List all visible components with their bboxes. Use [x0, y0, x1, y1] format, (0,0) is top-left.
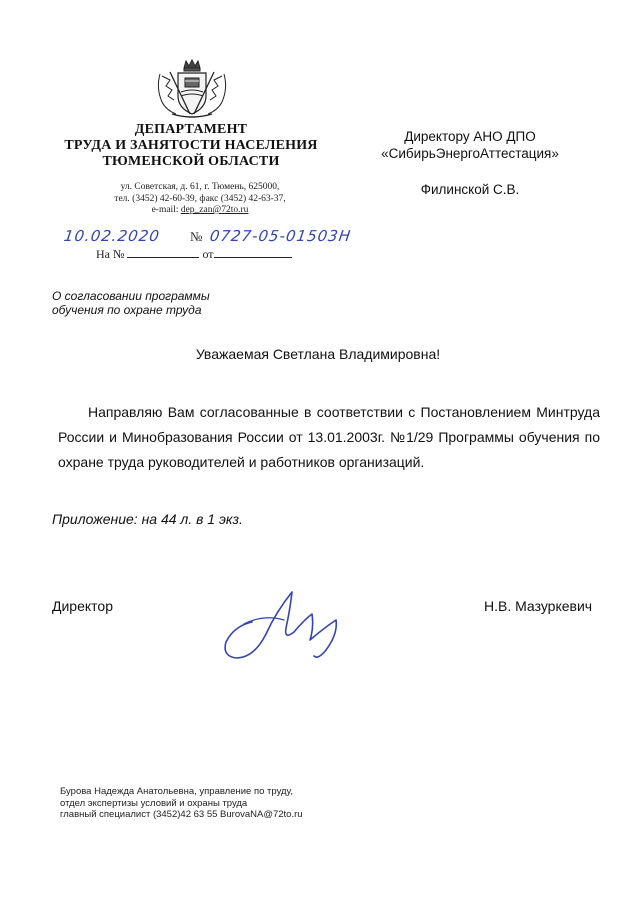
phone-line: тел. (3452) 42-60-39, факс (3452) 42-63-37,	[114, 193, 286, 204]
attachment-note: Приложение: на 44 л. в 1 экз.	[52, 511, 243, 527]
letter-body	[58, 400, 600, 475]
na-label: На №	[96, 247, 125, 261]
executor-line2: отдел экспертизы условий и охраны труда	[60, 797, 248, 809]
ot-label: от	[202, 247, 214, 261]
signer-role: Директор	[52, 598, 113, 614]
email-prefix: e-mail:	[151, 205, 181, 215]
executor-line3: главный специалист (3452)42 63 55 BurovaNA@72to.ru	[60, 809, 303, 820]
email-link[interactable]: dep_zan@72to.ru	[180, 205, 249, 215]
ot-blank	[214, 247, 292, 258]
address-line: ул. Советская, д. 61, г. Тюмень, 625000,	[120, 182, 280, 192]
department-line: ТЮМЕНСКОЙ ОБЛАСТИ	[102, 154, 280, 169]
subject-line1: О согласовании программы	[52, 289, 210, 303]
registration-date-handwritten: 10.02.2020	[62, 227, 162, 245]
executor-line1: Бурова Надежда Анатольевна, управление по труду,	[60, 786, 293, 797]
email-line	[100, 205, 300, 217]
registration-number-sign: №	[190, 229, 203, 244]
executor-info	[60, 786, 303, 821]
body-paragraph: Направляю Вам согласованные в соответствии с Постановлением Минтруда России и Минобразования России от 13.01.2003г. №1/29 Программы обучения по охране труда руководителей и работников организаций.	[58, 404, 600, 470]
department-line: ТРУДА И ЗАНЯТОСТИ НАСЕЛЕНИЯ	[64, 138, 318, 153]
coat-of-arms-emblem	[152, 58, 232, 120]
signer-name: Н.В. Мазуркевич	[484, 598, 593, 614]
addressee-name: Филинской С.В.	[420, 182, 520, 197]
addressee-line1: Директору АНО ДПО	[404, 129, 536, 144]
department-line: ДЕПАРТАМЕНТ	[134, 122, 248, 137]
addressee-block	[350, 128, 590, 162]
salutation: Уважаемая Светлана Владимировна!	[195, 346, 441, 362]
letter-subject	[52, 289, 210, 317]
addressee-line2: «СибирьЭнергоАттестация»	[381, 146, 559, 161]
reply-reference-line	[96, 247, 292, 262]
department-heading	[60, 122, 322, 170]
subject-line2: обучения по охране труда	[52, 303, 202, 317]
handwritten-signature	[214, 584, 362, 666]
na-blank	[127, 247, 199, 258]
registration-number-handwritten: 0727-05-01503Н	[208, 227, 353, 245]
sender-address	[100, 182, 300, 217]
